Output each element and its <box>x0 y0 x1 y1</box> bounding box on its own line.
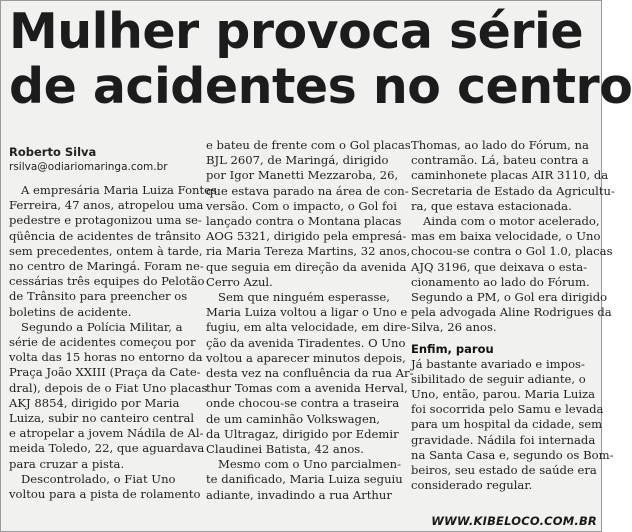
text-line: contramão. Lá, bateu contra a <box>411 153 589 168</box>
text-line: Sem que ninguém esperasse, <box>218 290 390 305</box>
text-line: mas em baixa velocidade, o Uno <box>411 229 601 244</box>
headline-line-1: Mulher provoca série <box>9 3 584 60</box>
text-line: te danificado, Maria Luiza seguiu <box>206 472 403 487</box>
text-line: no centro de Maringá. Foram ne- <box>9 259 204 274</box>
text-line: de um caminhão Volkswagen, <box>206 411 380 426</box>
text-line: Luiza, subir no canteiro central <box>9 411 195 426</box>
text-line: dral), depois de o Fiat Uno placas <box>9 380 208 395</box>
author-name: Roberto Silva <box>9 145 97 159</box>
text-line: para cruzar a pista. <box>9 456 125 471</box>
text-line: boletins de acidente. <box>9 304 132 319</box>
text-line: Thomas, ao lado do Fórum, na <box>411 138 589 152</box>
text-line: que estava parado na área de con- <box>206 183 409 198</box>
text-line: foi socorrida pelo Samu e levada <box>411 402 604 417</box>
text-line: sem precedentes, ontem à tarde, <box>9 243 203 258</box>
headline <box>9 3 632 115</box>
text-line: voltou para a pista de rolamento <box>9 487 201 502</box>
text-line: cionamento ao lado do Fórum. <box>411 274 590 289</box>
text-line: pela advogada Aline Rodrigues da <box>411 305 612 320</box>
text-line: Cerro Azul. <box>206 274 273 289</box>
text-line: ção da avenida Tiradentes. O Uno <box>206 335 406 350</box>
text-line: BJL 2607, de Maringá, dirigido <box>206 153 389 168</box>
text-line: Silva, 26 anos. <box>411 320 497 335</box>
text-line: chocou-se contra o Gol 1.0, placas <box>411 244 613 259</box>
text-line: Segundo a PM, o Gol era dirigido <box>411 290 608 305</box>
text-line: fugiu, em alta velocidade, em dire- <box>206 320 411 335</box>
text-line: AOG 5321, dirigido pela empresá- <box>206 229 407 244</box>
text-line: meida Toledo, 22, que aguardava <box>9 441 205 456</box>
text-line: considerado regular. <box>411 478 533 493</box>
text-line: lançado contra o Montana placas <box>206 214 402 229</box>
text-line: Claudinei Batista, 42 anos. <box>206 442 364 457</box>
text-line: ria Maria Tereza Martins, 32 anos, <box>206 244 411 259</box>
text-line: Descontrolado, o Fiat Uno <box>21 471 176 486</box>
text-line: Secretaria de Estado da Agricultu- <box>411 183 615 198</box>
headline-line-2: de acidentes no centro <box>9 58 632 115</box>
text-line: AJQ 3196, que deixava o esta- <box>411 259 588 274</box>
text-line: qüência de acidentes de trânsito <box>9 228 201 243</box>
article-column-3-part-b <box>411 356 614 494</box>
text-line: AKJ 8854, dirigido por Maria <box>9 395 180 410</box>
text-line: que seguia em direção da avenida <box>206 259 407 274</box>
text-line: por Igor Manetti Mezzaroba, 26, <box>206 168 399 183</box>
text-line: thur Tomas com a avenida Herval, <box>206 381 408 396</box>
text-line: onde chocou-se contra a traseira <box>206 396 400 411</box>
text-line: série de acidentes começou por <box>9 335 196 350</box>
text-line: voltou a aparecer minutos depois, <box>206 350 406 365</box>
watermark: WWW.KIBELOCO.COM.BR <box>431 514 597 528</box>
article-column-3 <box>411 138 615 493</box>
text-line: e atropelar a jovem Nádila de Al- <box>9 426 204 441</box>
text-line: e bateu de frente com o Gol placas <box>206 138 411 152</box>
section-subhead: Enfim, parou <box>411 341 494 356</box>
text-line: Mesmo com o Uno parcialmen- <box>218 457 401 472</box>
text-line: A empresária Maria Luiza Fontes <box>21 183 217 197</box>
text-line: ra, que estava estacionada. <box>411 198 572 213</box>
text-line: de Trânsito para preencher os <box>9 289 188 304</box>
text-line: volta das 15 horas no entorno da <box>9 350 203 365</box>
text-line: Maria Luiza voltou a ligar o Uno e <box>206 305 408 320</box>
text-line: Ferreira, 47 anos, atropelou uma <box>9 198 204 213</box>
text-line: Uno, então, parou. Maria Luiza <box>411 387 596 402</box>
text-line: na Santa Casa e, segundo os Bom- <box>411 447 614 462</box>
text-line: Ainda com o motor acelerado, <box>423 214 600 229</box>
text-line: sibilitado de seguir adiante, o <box>411 371 586 386</box>
byline <box>9 145 195 175</box>
article-column-2 <box>206 138 414 503</box>
text-line: da Ultragaz, dirigido por Edemir <box>206 426 399 441</box>
text-line: Segundo a Polícia Militar, a <box>21 319 183 334</box>
text-line: Já bastante avariado e impos- <box>411 356 585 371</box>
text-line: beiros, seu estado de saúde era <box>411 463 597 478</box>
text-line: caminhonete placas AIR 3110, da <box>411 168 609 183</box>
text-line: Praça João XXIII (Praça da Cate- <box>9 365 201 380</box>
text-line: adiante, invadindo a rua Arthur <box>206 487 392 502</box>
article-column-3-part-a <box>411 138 615 336</box>
text-line: cessárias três equipes do Pelotão <box>9 274 205 289</box>
author-email: rsilva@odiariomaringa.com.br <box>9 161 168 173</box>
article-column-1 <box>9 183 217 502</box>
text-line: gravidade. Nádila foi internada <box>411 432 596 447</box>
text-line: para um hospital da cidade, sem <box>411 417 603 432</box>
text-line: versão. Com o impacto, o Gol foi <box>206 198 397 213</box>
text-line: desta vez na confluência da rua Ar- <box>206 366 414 381</box>
text-line: pedestre e protagonizou uma se- <box>9 213 202 228</box>
